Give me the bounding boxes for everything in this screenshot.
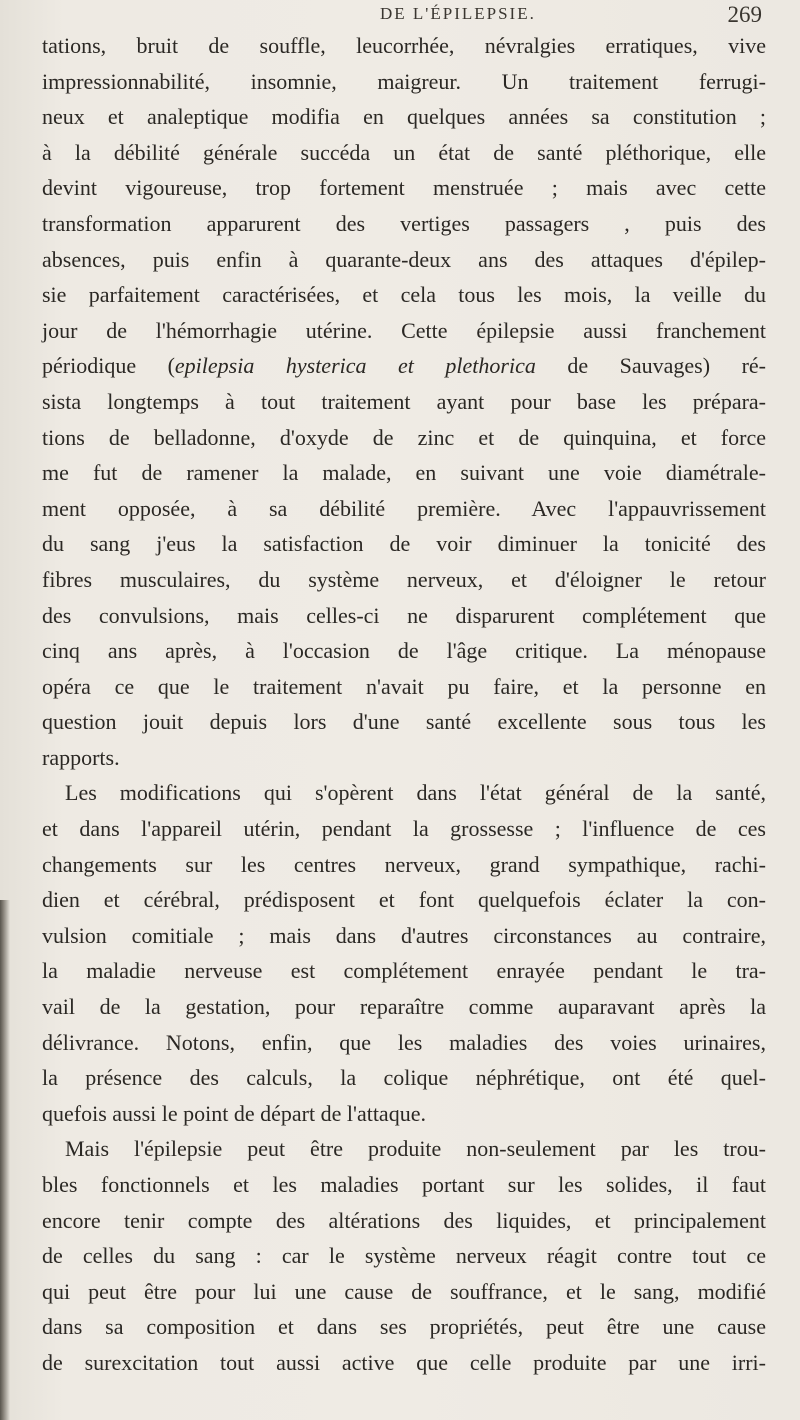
- text-segment: périodique (: [42, 353, 175, 379]
- text-line: quefois aussi le point de départ de l'attaque.: [42, 1100, 426, 1126]
- page-edge-shadow: [0, 900, 10, 1420]
- text-line: cinq ans après, à l'occasion de l'âge critique. La ménopause: [42, 638, 766, 664]
- body-text: [42, 28, 766, 1381]
- text-line: transformation apparurent des vertiges passagers , puis des: [42, 210, 766, 236]
- text-line: qui peut être pour lui une cause de souffrance, et le sang, modifié: [42, 1278, 766, 1304]
- text-line: changements sur les centres nerveux, grand sympathique, rachi-: [42, 851, 766, 877]
- text-line: absences, puis enfin à quarante-deux ans des attaques d'épilep-: [42, 246, 766, 272]
- text-line: rapports.: [42, 744, 120, 770]
- text-line: des convulsions, mais celles-ci ne disparurent complétement que: [42, 602, 766, 628]
- text-line: bles fonctionnels et les maladies portant sur les solides, il faut: [42, 1172, 766, 1197]
- italic-term: epilepsia hysterica et plethorica: [174, 353, 536, 379]
- text-line: la maladie nerveuse est complétement enrayée pendant le tra-: [42, 958, 766, 984]
- text-line: ment opposée, à sa débilité première. Avec l'appauvrissement: [42, 495, 766, 521]
- text-line: sista longtemps à tout traitement ayant pour base les prépara-: [42, 388, 766, 414]
- text-line: neux et analeptique modifia en quelques années sa constitution ;: [42, 104, 766, 130]
- text-line: jour de l'hémorrhagie utérine. Cette épilepsie aussi franchement: [42, 317, 766, 343]
- text-line: la présence des calculs, la colique néphrétique, ont été quel-: [42, 1065, 766, 1091]
- text-line: vail de la gestation, pour reparaître comme auparavant après la: [42, 994, 766, 1020]
- text-line: et dans l'appareil utérin, pendant la grossesse ; l'influence de ces: [42, 816, 766, 842]
- text-line: délivrance. Notons, enfin, que les maladies des voies urinaires,: [42, 1029, 766, 1055]
- text-line: vulsion comitiale ; mais dans d'autres circonstances au contraire,: [42, 922, 766, 948]
- text-line: dien et cérébral, prédisposent et font quelquefois éclater la con-: [42, 887, 766, 913]
- text-line: Mais l'épilepsie peut être produite non-seulement par les trou-: [65, 1136, 766, 1162]
- text-line: me fut de ramener la malade, en suivant une voie diamétrale-: [42, 460, 766, 486]
- text-line: de celles du sang : car le système nerveux réagit contre tout ce: [42, 1243, 766, 1269]
- text-line: tations, bruit de souffle, leucorrhée, névralgies erratiques, vive: [42, 33, 766, 58]
- text-line: Les modifications qui s'opèrent dans l'état général de la santé,: [65, 780, 766, 806]
- text-line: fibres musculaires, du système nerveux, et d'éloigner le retour: [42, 566, 766, 592]
- running-head: DE L'ÉPILEPSIE.: [380, 4, 536, 23]
- text-line: sie parfaitement caractérisées, et cela tous les mois, la veille du: [42, 282, 766, 308]
- text-line: dans sa composition et dans ses propriétés, peut être une cause: [42, 1314, 766, 1340]
- text-line: du sang j'eus la satisfaction de voir diminuer la tonicité des: [42, 531, 766, 557]
- text-line-mixed: [42, 348, 766, 384]
- text-line: de surexcitation tout aussi active que celle produite par une irri-: [42, 1349, 766, 1375]
- text-line: tions de belladonne, d'oxyde de zinc et de quinquina, et force: [42, 424, 766, 450]
- text-line: encore tenir compte des altérations des liquides, et principalement: [42, 1207, 766, 1233]
- text-line: à la débilité générale succéda un état de santé pléthorique, elle: [42, 139, 766, 165]
- page-number: 269: [727, 2, 762, 27]
- text-line: question jouit depuis lors d'une santé excellente sous tous les: [42, 709, 766, 735]
- text-segment: de Sauvages) ré-: [535, 353, 766, 379]
- text-line: impressionnabilité, insomnie, maigreur. Un traitement ferrugi-: [42, 68, 766, 94]
- text-line: opéra ce que le traitement n'avait pu faire, et la personne en: [42, 673, 766, 699]
- text-line: devint vigoureuse, trop fortement menstruée ; mais avec cette: [42, 175, 766, 201]
